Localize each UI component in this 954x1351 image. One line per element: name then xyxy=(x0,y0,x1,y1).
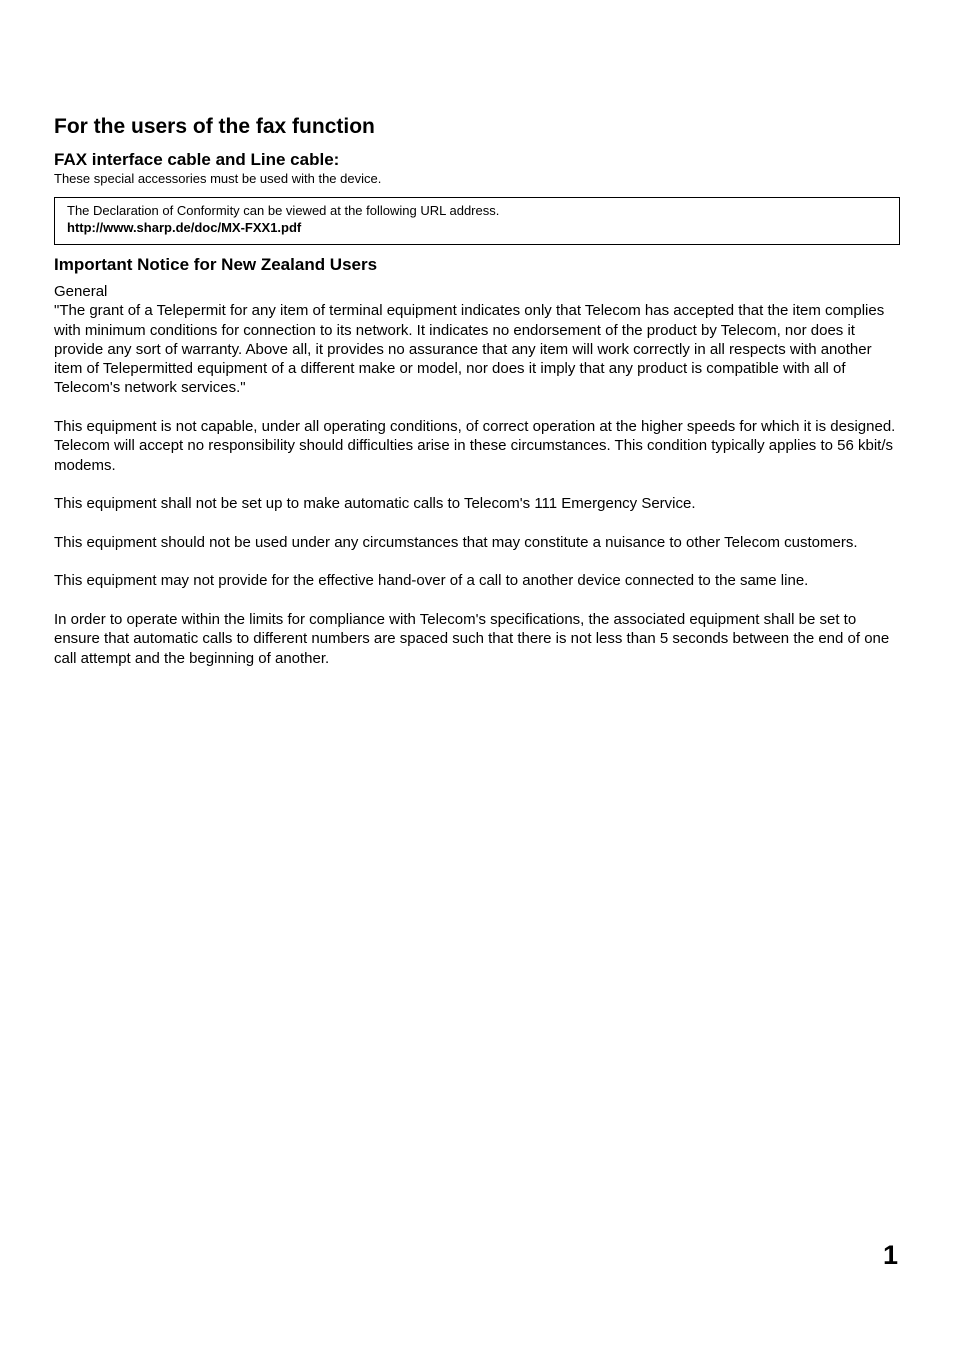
nz-paragraph: This equipment should not be used under any circumstances that may constitute a nuisance to other Telecom customers. xyxy=(54,533,858,551)
nz-notice-body xyxy=(54,282,900,668)
declaration-notice-box xyxy=(54,197,900,245)
page-title: For the users of the fax function xyxy=(54,115,375,138)
declaration-url: http://www.sharp.de/doc/MX-FXX1.pdf xyxy=(67,220,302,235)
nz-paragraph: In order to operate within the limits for compliance with Telecom's specifications, the associated equipment shall be set to ensure that automatic calls to different numbers are spaced such that there is not less than 5 seconds between the end of one call attempt and the beginning of another. xyxy=(54,611,890,667)
nz-paragraph: This equipment shall not be set up to make automatic calls to Telecom's 111 Emergency Service. xyxy=(54,495,696,513)
nz-paragraph: This equipment is not capable, under all operating conditions, of correct operation at the higher speeds for which it is designed. Telecom will accept no responsibility should difficulties arise in these circumstances. This condition typically applies to 56 kbit/s modems. xyxy=(54,418,896,474)
nz-paragraph: "The grant of a Telepermit for any item of terminal equipment indicates only that Telecom has accepted that the item complies with minimum conditions for connection to its network. It indicates no endorsement of the product by Telecom, nor does it provide any sort of warranty. Above all, it provides no assurance that any item will work correctly in all respects with another item of Telepermitted equipment of a different make or model, nor does it imply that any product is compatible with all of Telecom's network services." xyxy=(54,302,885,397)
fax-cable-description: These special accessories must be used with the device. xyxy=(54,171,382,186)
page-number: 1 xyxy=(882,1240,898,1270)
nz-notice-heading: Important Notice for New Zealand Users xyxy=(54,255,378,274)
declaration-text: The Declaration of Conformity can be viewed at the following URL address. xyxy=(67,203,500,218)
fax-cable-heading: FAX interface cable and Line cable: xyxy=(54,150,340,169)
general-label: General xyxy=(54,283,108,300)
nz-paragraph: This equipment may not provide for the effective hand-over of a call to another device connected to the same line. xyxy=(54,572,809,590)
